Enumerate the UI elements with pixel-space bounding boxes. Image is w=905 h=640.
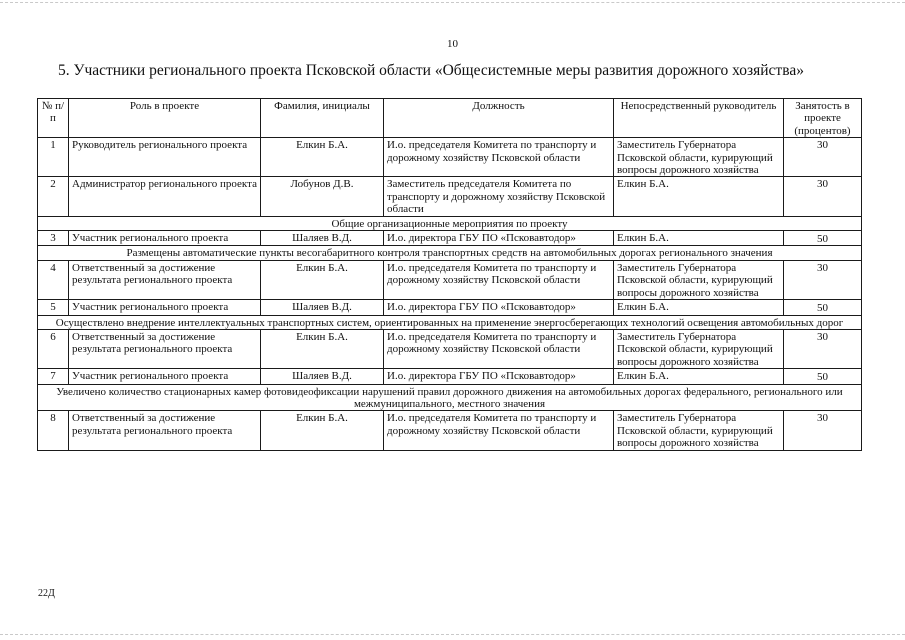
cell-load: 30 (784, 138, 862, 177)
section-row (38, 216, 862, 230)
cell-supervisor: Елкин Б.А. (614, 369, 784, 384)
participants-table (37, 98, 862, 451)
cell-name: Шаляев В.Д. (261, 369, 384, 384)
cell-position: И.о. директора ГБУ ПО «Псковавтодор» (384, 369, 614, 384)
header-load: Занятость в проекте (процентов) (784, 99, 862, 138)
section-row (38, 315, 862, 329)
header-supervisor: Непосредственный руководитель (614, 99, 784, 138)
header-num: № п/п (38, 99, 69, 138)
cell-role: Ответственный за достижение результата регионального проекта (69, 260, 261, 299)
cell-name: Елкин Б.А. (261, 260, 384, 299)
cell-position: И.о. директора ГБУ ПО «Псковавтодор» (384, 231, 614, 246)
cell-name: Шаляев В.Д. (261, 231, 384, 246)
cell-num: 8 (38, 411, 69, 450)
table-header-row (38, 99, 862, 138)
scan-edge-bottom (0, 634, 905, 635)
cell-name: Елкин Б.А. (261, 138, 384, 177)
page-number: 10 (447, 38, 458, 50)
cell-num: 1 (38, 138, 69, 177)
cell-num: 6 (38, 329, 69, 368)
page-title: 5. Участники регионального проекта Псковской области «Общесистемные меры развития дорожного хозяйства» (58, 62, 804, 79)
cell-load: 50 (784, 369, 862, 384)
section-heading: Увеличено количество стационарных камер фотовидеофиксации нарушений правил дорожного движения на автомобильных дорогах федерального, регионального или межмуниципального, местного значения (38, 384, 862, 411)
cell-position: И.о. председателя Комитета по транспорту и дорожному хозяйству Псковской области (384, 329, 614, 368)
cell-load: 30 (784, 329, 862, 368)
cell-load: 30 (784, 411, 862, 450)
cell-name: Лобунов Д.В. (261, 177, 384, 216)
cell-role: Руководитель регионального проекта (69, 138, 261, 177)
header-position: Должность (384, 99, 614, 138)
cell-supervisor: Заместитель Губернатора Псковской области, курирующий вопросы дорожного хозяйства (614, 411, 784, 450)
cell-num: 2 (38, 177, 69, 216)
table-row (38, 231, 862, 246)
footer-code: 22Д (38, 588, 55, 599)
header-name: Фамилия, инициалы (261, 99, 384, 138)
cell-role: Участник регионального проекта (69, 369, 261, 384)
cell-supervisor: Заместитель Губернатора Псковской области, курирующий вопросы дорожного хозяйства (614, 138, 784, 177)
table-row (38, 260, 862, 299)
cell-load: 30 (784, 260, 862, 299)
table-row (38, 329, 862, 368)
cell-supervisor: Заместитель Губернатора Псковской области, курирующий вопросы дорожного хозяйства (614, 260, 784, 299)
cell-position: И.о. председателя Комитета по транспорту и дорожному хозяйству Псковской области (384, 138, 614, 177)
cell-role: Ответственный за достижение результата регионального проекта (69, 411, 261, 450)
section-heading: Размещены автоматические пункты весогабаритного контроля транспортных средств на автомобильных дорогах регионального значения (38, 246, 862, 260)
table-row (38, 138, 862, 177)
cell-position: И.о. директора ГБУ ПО «Псковавтодор» (384, 300, 614, 315)
cell-num: 5 (38, 300, 69, 315)
cell-role: Ответственный за достижение результата регионального проекта (69, 329, 261, 368)
table-row (38, 369, 862, 384)
cell-position: Заместитель председателя Комитета по транспорту и дорожному хозяйству Псковской области (384, 177, 614, 216)
cell-num: 3 (38, 231, 69, 246)
cell-position: И.о. председателя Комитета по транспорту и дорожному хозяйству Псковской области (384, 411, 614, 450)
cell-role: Участник регионального проекта (69, 300, 261, 315)
section-heading: Общие организационные мероприятия по проекту (38, 216, 862, 230)
table-row (38, 411, 862, 450)
cell-load: 30 (784, 177, 862, 216)
cell-position: И.о. председателя Комитета по транспорту и дорожному хозяйству Псковской области (384, 260, 614, 299)
table-row (38, 177, 862, 216)
cell-load: 50 (784, 231, 862, 246)
cell-name: Елкин Б.А. (261, 411, 384, 450)
cell-supervisor: Елкин Б.А. (614, 231, 784, 246)
header-role: Роль в проекте (69, 99, 261, 138)
cell-role: Участник регионального проекта (69, 231, 261, 246)
cell-role: Администратор регионального проекта (69, 177, 261, 216)
section-heading: Осуществлено внедрение интеллектуальных транспортных систем, ориентированных на применение энергосберегающих технологий освещения автомобильных дорог (38, 315, 862, 329)
cell-load: 50 (784, 300, 862, 315)
table-row (38, 300, 862, 315)
cell-name: Елкин Б.А. (261, 329, 384, 368)
section-row (38, 384, 862, 411)
cell-name: Шаляев В.Д. (261, 300, 384, 315)
section-row (38, 246, 862, 260)
cell-supervisor: Елкин Б.А. (614, 177, 784, 216)
cell-num: 7 (38, 369, 69, 384)
cell-supervisor: Елкин Б.А. (614, 300, 784, 315)
cell-supervisor: Заместитель Губернатора Псковской области, курирующий вопросы дорожного хозяйства (614, 329, 784, 368)
scan-edge-top (0, 2, 905, 3)
cell-num: 4 (38, 260, 69, 299)
